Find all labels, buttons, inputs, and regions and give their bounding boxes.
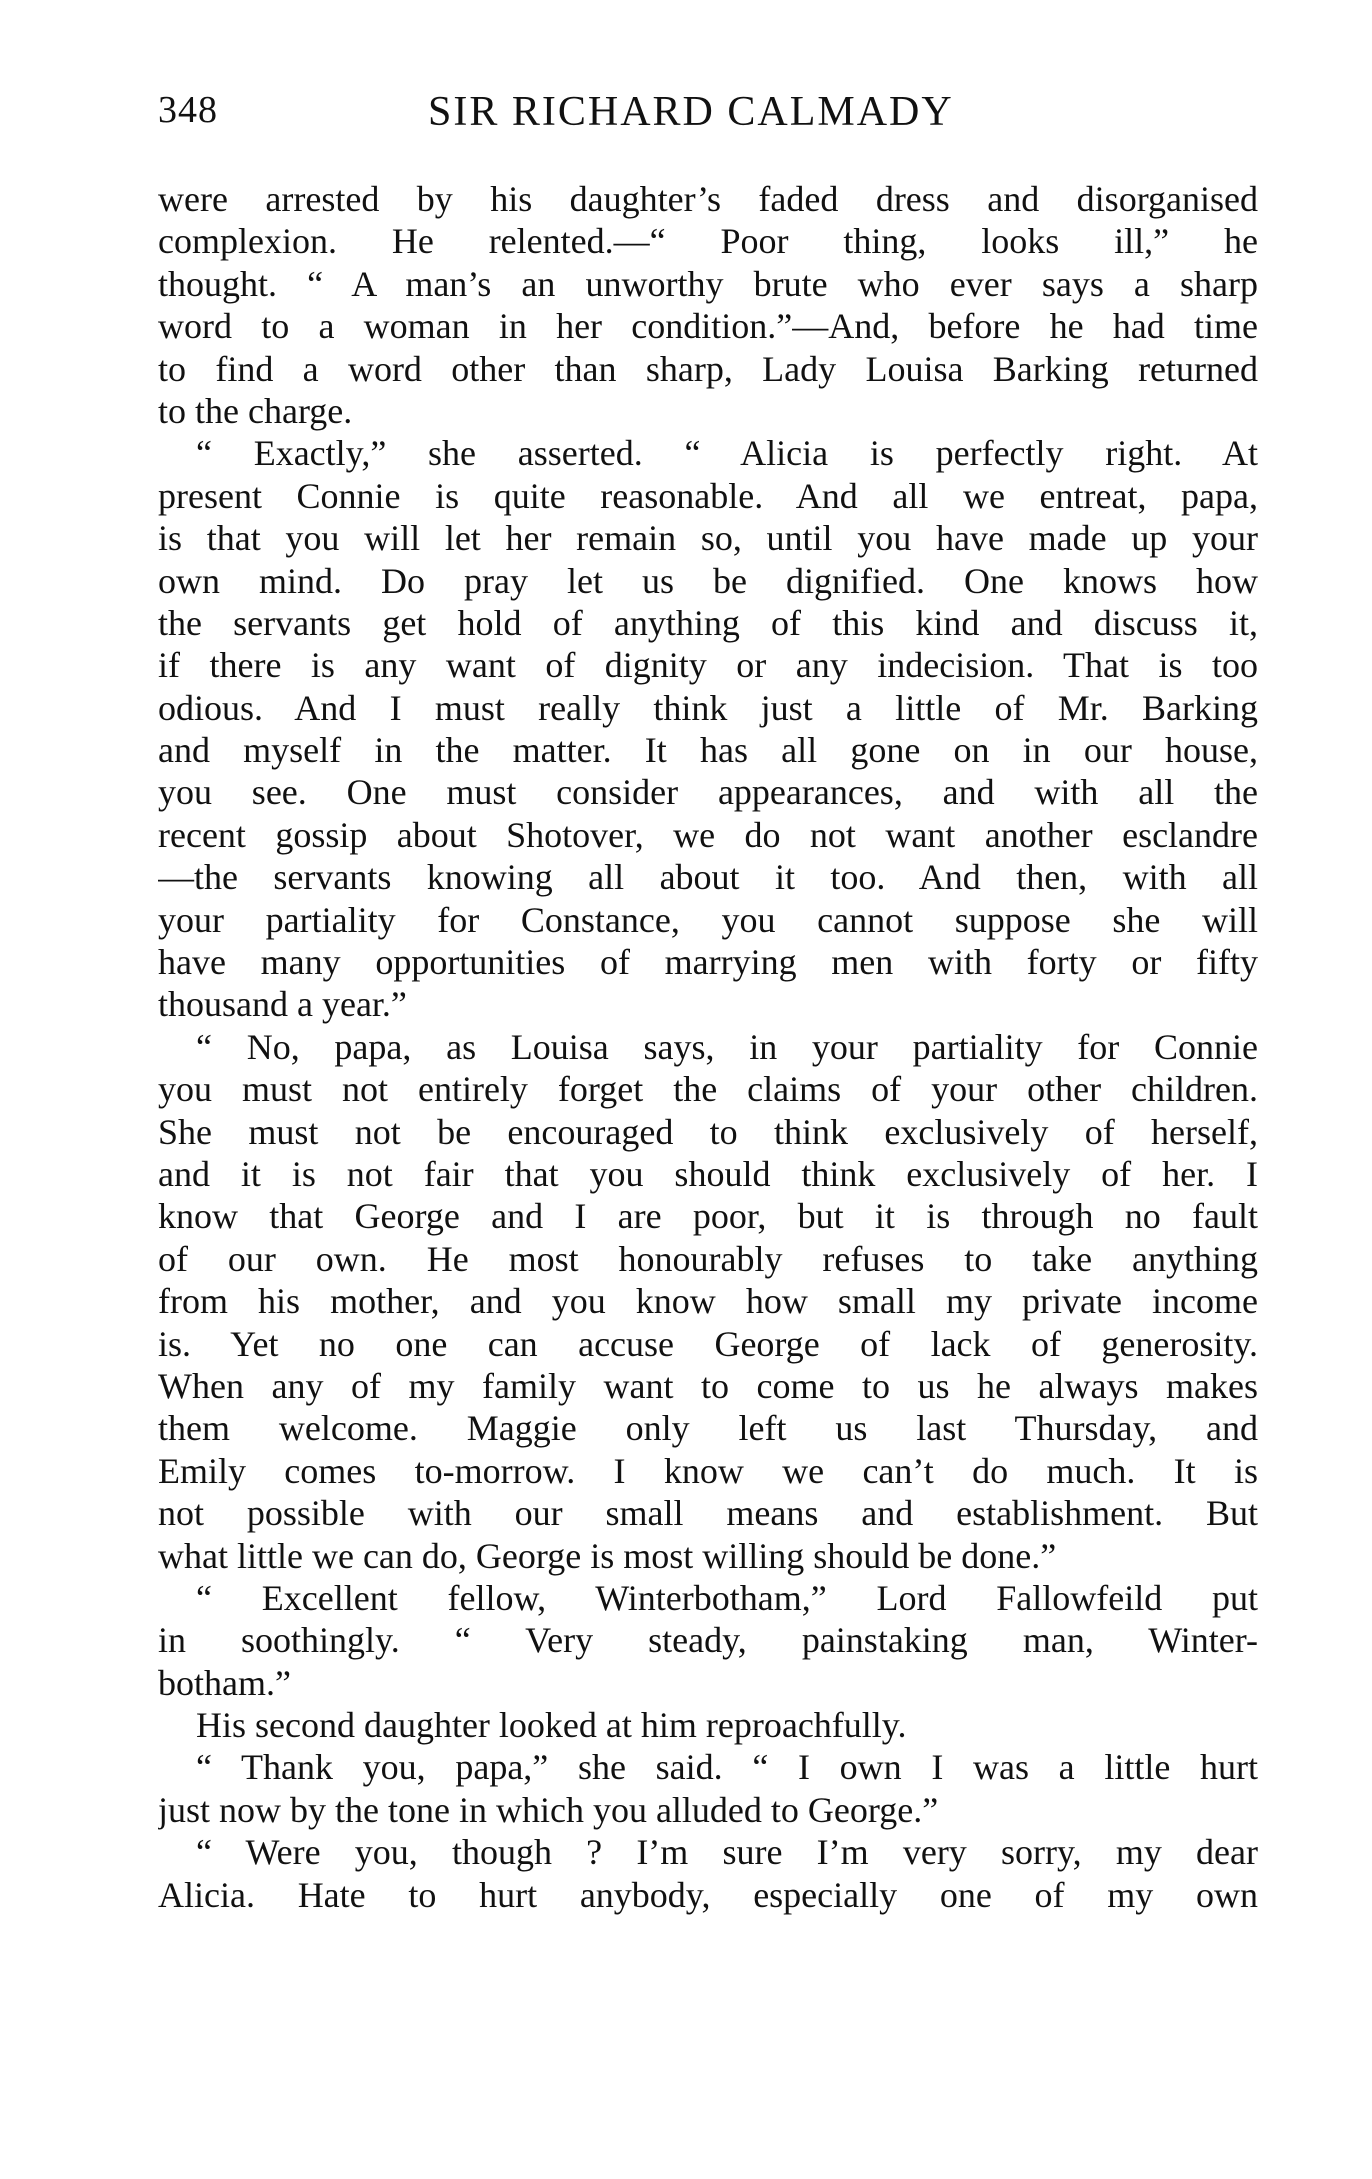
text-line: of our own. He most honourably refuses to take anything <box>158 1238 1258 1279</box>
paragraph-start-line: “ Thank you, papa,” she said. “ I own I was a little hurt <box>196 1747 1258 1788</box>
text-line: to find a word other than sharp, Lady Louisa Barking returned <box>158 348 1258 389</box>
text-line: own mind. Do pray let us be dignified. One knows how <box>158 560 1258 601</box>
text-line: were arrested by his daughter’s faded dress and disorganised <box>158 179 1258 219</box>
page-number: 348 <box>158 89 218 131</box>
text-line: and it is not fair that you should think exclusively of her. I <box>158 1153 1258 1194</box>
text-line: if there is any want of dignity or any indecision. That is too <box>158 645 1258 686</box>
text-line: know that George and I are poor, but it is through no fault <box>158 1196 1258 1237</box>
paragraph-start-line: “ Exactly,” she asserted. “ Alicia is perfectly right. At <box>196 433 1258 474</box>
text-line: is. Yet no one can accuse George of lack of generosity. <box>158 1323 1258 1364</box>
page-header <box>158 88 1258 148</box>
text-line: is that you will let her remain so, until you have made up your <box>158 518 1258 559</box>
text-line: She must not be encouraged to think exclusively of herself, <box>158 1111 1258 1152</box>
text-line: the servants get hold of anything of this kind and discuss it, <box>158 602 1258 643</box>
text-line: them welcome. Maggie only left us last Thursday, and <box>158 1408 1258 1449</box>
text-line: from his mother, and you know how small my private income <box>158 1281 1258 1322</box>
text-line: you see. One must consider appearances, and with all the <box>158 772 1258 813</box>
text-line: thought. “ A man’s an unworthy brute who ever says a sharp <box>158 263 1258 304</box>
text-line: to the charge. <box>158 390 353 431</box>
text-line: —the servants knowing all about it too. And then, with all <box>158 857 1258 898</box>
text-line: have many opportunities of marrying men with forty or fifty <box>158 942 1258 983</box>
text-line: Emily comes to-morrow. I know we can’t do much. It is <box>158 1450 1258 1491</box>
paragraph-start-line: “ Excellent fellow, Winterbotham,” Lord Fallowfeild put <box>196 1577 1258 1618</box>
text-line: When any of my family want to come to us he always makes <box>158 1365 1258 1406</box>
text-line: you must not entirely forget the claims of your other children. <box>158 1069 1258 1110</box>
text-line: Alicia. Hate to hurt anybody, especially one of my own <box>158 1874 1258 1915</box>
paragraph-start-line: His second daughter looked at him reproachfully. <box>196 1705 907 1746</box>
text-line: botham.” <box>158 1662 291 1703</box>
text-line: present Connie is quite reasonable. And all we entreat, papa, <box>158 475 1258 516</box>
text-line: recent gossip about Shotover, we do not want another esclandre <box>158 814 1258 855</box>
text-line: in soothingly. “ Very steady, painstaking man, Winter- <box>158 1620 1258 1661</box>
text-line: not possible with our small means and establishment. But <box>158 1493 1258 1534</box>
running-title: SIR RICHARD CALMADY <box>428 89 954 135</box>
paragraph-start-line: “ Were you, though ? I’m sure I’m very sorry, my dear <box>196 1832 1258 1873</box>
text-line: just now by the tone in which you alluded to George.” <box>158 1789 939 1830</box>
text-line: complexion. He relented.—“ Poor thing, looks ill,” he <box>158 221 1258 262</box>
text-line: thousand a year.” <box>158 984 407 1025</box>
text-line: odious. And I must really think just a little of Mr. Barking <box>158 687 1258 728</box>
text-line: what little we can do, George is most willing should be done.” <box>158 1535 1057 1576</box>
paragraph-start-line: “ No, papa, as Louisa says, in your partiality for Connie <box>196 1026 1258 1067</box>
text-line: word to a woman in her condition.”—And, before he had time <box>158 306 1258 347</box>
text-line: your partiality for Constance, you cannot suppose she will <box>158 899 1258 940</box>
text-line: and myself in the matter. It has all gone on in our house, <box>158 730 1258 771</box>
body-text <box>158 178 1258 1916</box>
